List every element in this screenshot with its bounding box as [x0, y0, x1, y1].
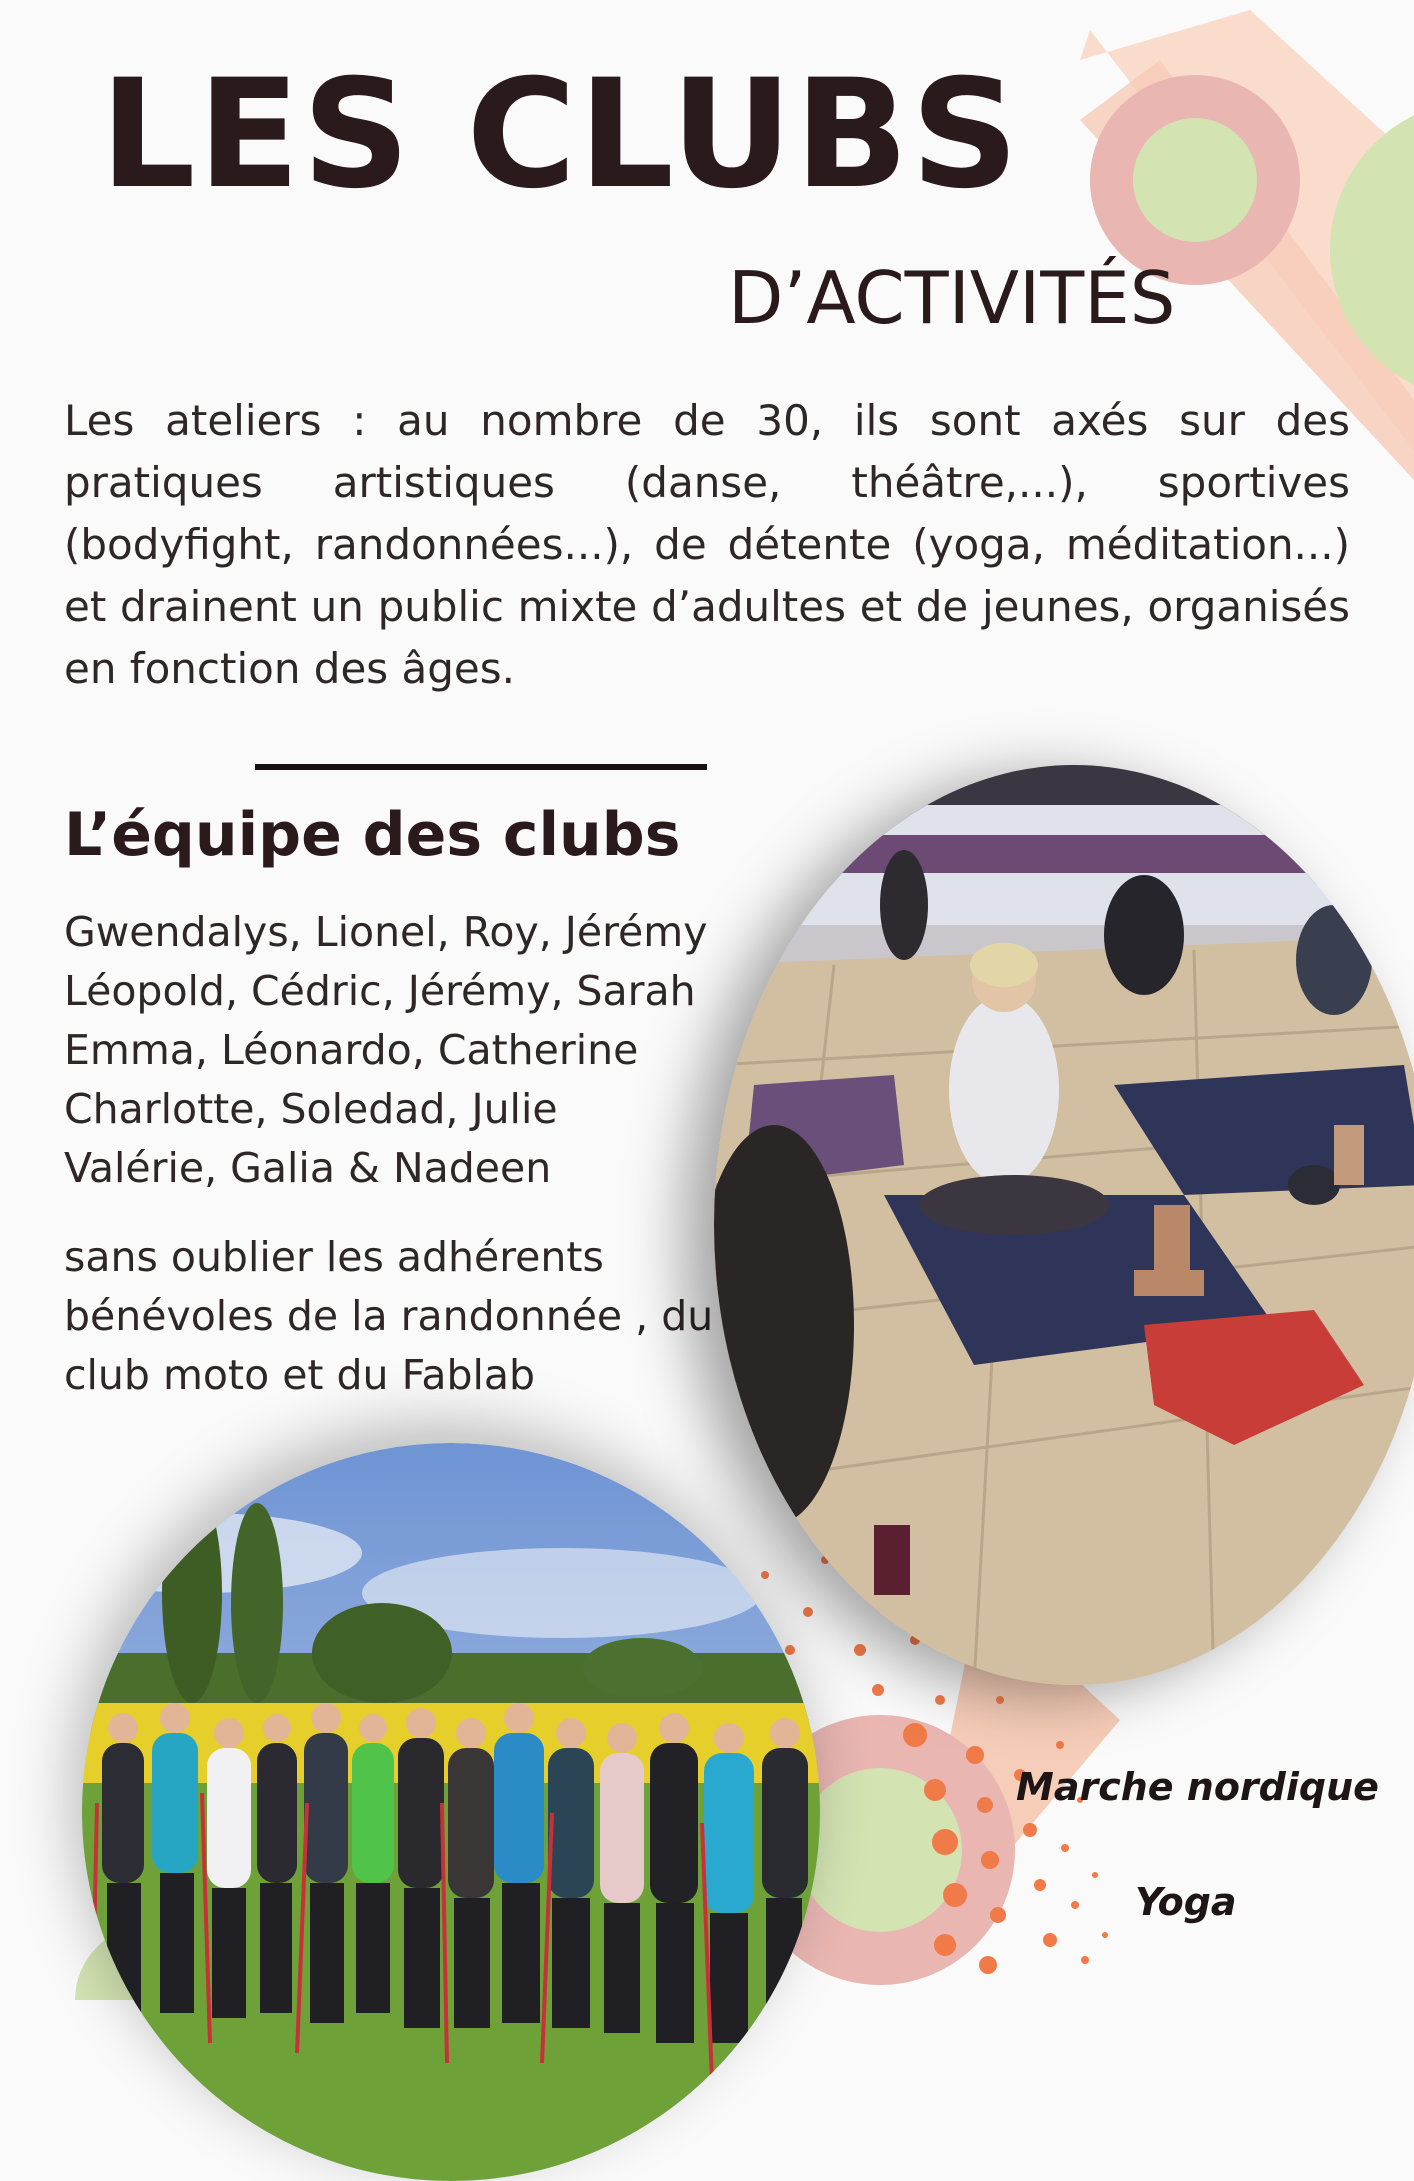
- caption-yoga: Yoga: [1135, 1880, 1237, 1924]
- yoga-photo-illustration: [714, 765, 1414, 1685]
- team-names-line: Emma, Léonardo, Catherine: [64, 1026, 639, 1074]
- team-heading: L’équipe des clubs: [64, 800, 681, 870]
- page-subtitle: D’ACTIVITÉS: [728, 256, 1176, 340]
- page-title: LES CLUBS: [100, 48, 1021, 222]
- team-names-line: Léopold, Cédric, Jérémy, Sarah: [64, 967, 696, 1015]
- intro-paragraph: Les ateliers : au nombre de 30, ils sont axés sur des pratiques artistiques (danse, théâtre,...), sportives (bodyfight, randonnées...), de détente (yoga, méditation...) et drainent un public mixte d’adultes et de jeunes, organisés en fonction des âges.: [64, 396, 1350, 693]
- volunteers-text: sans oublier les adhérents bénévoles de la randonnée , du club moto et du Fablab: [64, 1233, 714, 1399]
- team-names-line: Gwendalys, Lionel, Roy, Jérémy: [64, 908, 708, 956]
- section-divider: [255, 764, 707, 770]
- caption-marche-nordique: Marche nordique: [1016, 1765, 1379, 1809]
- team-names-line: Charlotte, Soledad, Julie: [64, 1085, 558, 1133]
- yoga-class-photo: [714, 765, 1414, 1685]
- green-dot-top: [1133, 118, 1257, 242]
- nordic-walking-group-photo: [82, 1443, 820, 2181]
- team-names-line: Valérie, Galia & Nadeen: [64, 1144, 552, 1192]
- hike-photo-illustration: [82, 1443, 820, 2181]
- team-names-list: [64, 903, 708, 1198]
